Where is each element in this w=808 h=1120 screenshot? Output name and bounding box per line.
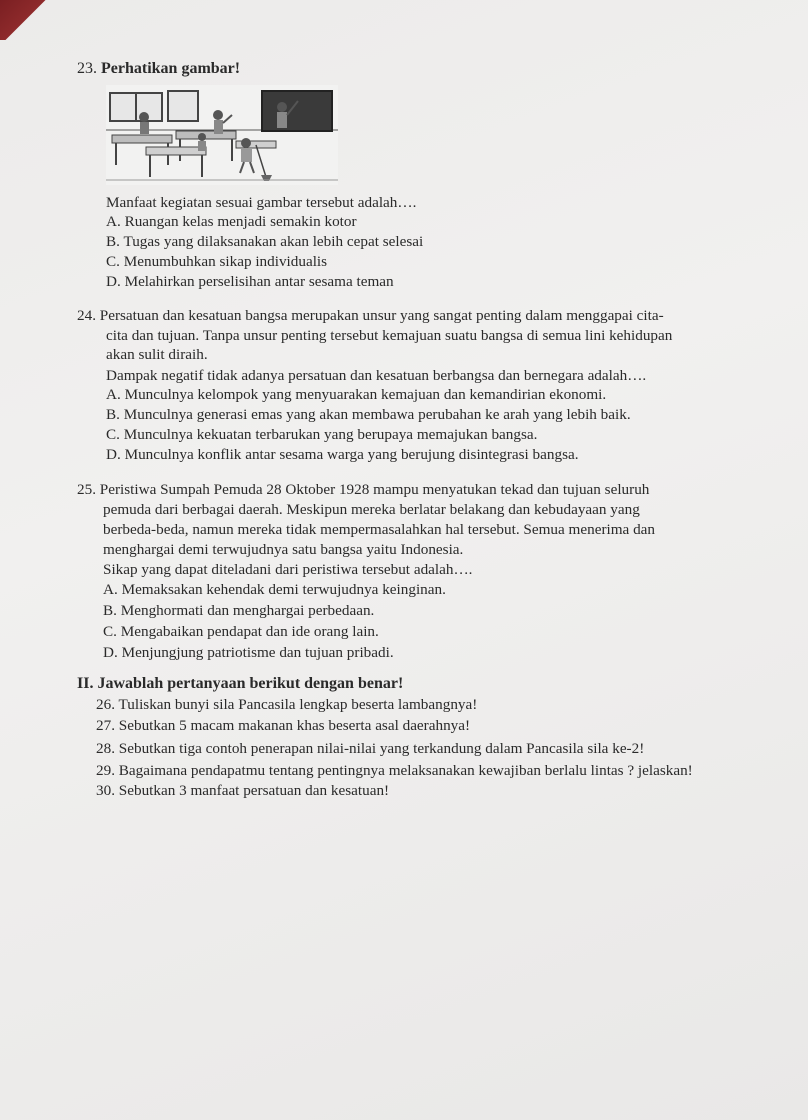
answer-option[interactable]	[106, 385, 606, 404]
option-letter: D.	[103, 644, 118, 661]
option-letter: B.	[103, 602, 117, 619]
classroom-cleaning-illustration	[106, 85, 338, 185]
answer-option[interactable]	[103, 622, 379, 641]
answer-option[interactable]	[106, 445, 579, 464]
option-text: Menjungjung patriotisme dan tujuan pribadi.	[121, 644, 394, 661]
answer-option[interactable]	[103, 601, 374, 620]
option-letter: A.	[106, 386, 121, 403]
option-letter: C.	[106, 426, 120, 443]
option-letter: A.	[106, 213, 121, 230]
answer-option[interactable]	[106, 272, 394, 291]
question-25-prompt: Sikap yang dapat diteladani dari peristiwa tersebut adalah….	[103, 561, 473, 578]
option-letter: A.	[103, 581, 118, 598]
option-text: Munculnya konflik antar sesama warga yang berujung disintegrasi bangsa.	[124, 446, 579, 463]
question-25-passage-line	[77, 480, 649, 499]
option-text: Munculnya kelompok yang menyuarakan kemajuan dan kemandirian ekonomi.	[124, 386, 607, 403]
question-heading-text: Perhatikan gambar!	[101, 60, 241, 77]
question-23-prompt: Manfaat kegiatan sesuai gambar tersebut adalah….	[106, 194, 417, 211]
option-letter: D.	[106, 273, 121, 290]
option-text: Mengabaikan pendapat dan ide orang lain.	[120, 623, 379, 640]
essay-question: 29. Bagaimana pendapatmu tentang pentingnya melaksanakan kewajiban berlalu lintas ? jelaskan!	[96, 762, 693, 779]
answer-option[interactable]	[106, 425, 537, 444]
question-24-passage-line	[77, 306, 664, 325]
passage-text: Persatuan dan kesatuan bangsa merupakan unsur yang sangat penting dalam menggapai cita-	[99, 307, 664, 324]
essay-question: 30. Sebutkan 3 manfaat persatuan dan kesatuan!	[96, 782, 390, 799]
option-text: Menumbuhkan sikap individualis	[123, 253, 328, 270]
question-25-passage-line: pemuda dari berbagai daerah. Meskipun mereka berlatar belakang dan kebudayaan yang	[103, 501, 640, 518]
option-text: Tugas yang dilaksanakan akan lebih cepat selesai	[123, 233, 424, 250]
question-24-prompt: Dampak negatif tidak adanya persatuan dan kesatuan berbangsa dan bernegara adalah….	[106, 367, 647, 384]
essay-question: 27. Sebutkan 5 macam makanan khas beserta asal daerahnya!	[96, 717, 471, 734]
question-number: 25.	[77, 481, 96, 498]
question-number: 24.	[77, 307, 96, 324]
option-letter: B.	[106, 406, 120, 423]
answer-option[interactable]	[103, 643, 394, 662]
question-number: 23.	[77, 60, 97, 77]
option-text: Munculnya kekuatan terbarukan yang berupaya memajukan bangsa.	[123, 426, 538, 443]
section-2-title: II. Jawablah pertanyaan berikut dengan benar!	[77, 675, 404, 692]
essay-question: 26. Tuliskan bunyi sila Pancasila lengkap beserta lambangnya!	[96, 696, 478, 713]
option-text: Memaksakan kehendak demi terwujudnya keinginan.	[121, 581, 446, 598]
question-24-passage-line: cita dan tujuan. Tanpa unsur penting tersebut kemajuan suatu bangsa di semua lini kehidupan	[106, 327, 673, 344]
answer-option[interactable]	[106, 405, 631, 424]
option-text: Munculnya generasi emas yang akan membawa perubahan ke arah yang lebih baik.	[123, 406, 631, 423]
option-text: Menghormati dan menghargai perbedaan.	[120, 602, 375, 619]
answer-option[interactable]	[106, 232, 423, 251]
question-24-passage-line: akan sulit diraih.	[106, 346, 208, 363]
essay-question: 28. Sebutkan tiga contoh penerapan nilai-nilai yang terkandung dalam Pancasila sila ke-2!	[96, 740, 645, 757]
answer-option[interactable]	[103, 580, 446, 599]
question-25-passage-line: menghargai demi terwujudnya satu bangsa yaitu Indonesia.	[103, 541, 464, 558]
option-letter: C.	[103, 623, 117, 640]
question-23-heading	[77, 60, 240, 78]
option-letter: D.	[106, 446, 121, 463]
option-letter: C.	[106, 253, 120, 270]
answer-option[interactable]	[106, 212, 357, 231]
option-text: Melahirkan perselisihan antar sesama teman	[124, 273, 394, 290]
passage-text: Peristiwa Sumpah Pemuda 28 Oktober 1928 mampu menyatukan tekad dan tujuan seluruh	[99, 481, 650, 498]
question-25-passage-line: berbeda-beda, namun mereka tidak mempermasalahkan hal tersebut. Semua menerima dan	[103, 521, 656, 538]
answer-option[interactable]	[106, 252, 327, 271]
option-text: Ruangan kelas menjadi semakin kotor	[124, 213, 357, 230]
option-letter: B.	[106, 233, 120, 250]
